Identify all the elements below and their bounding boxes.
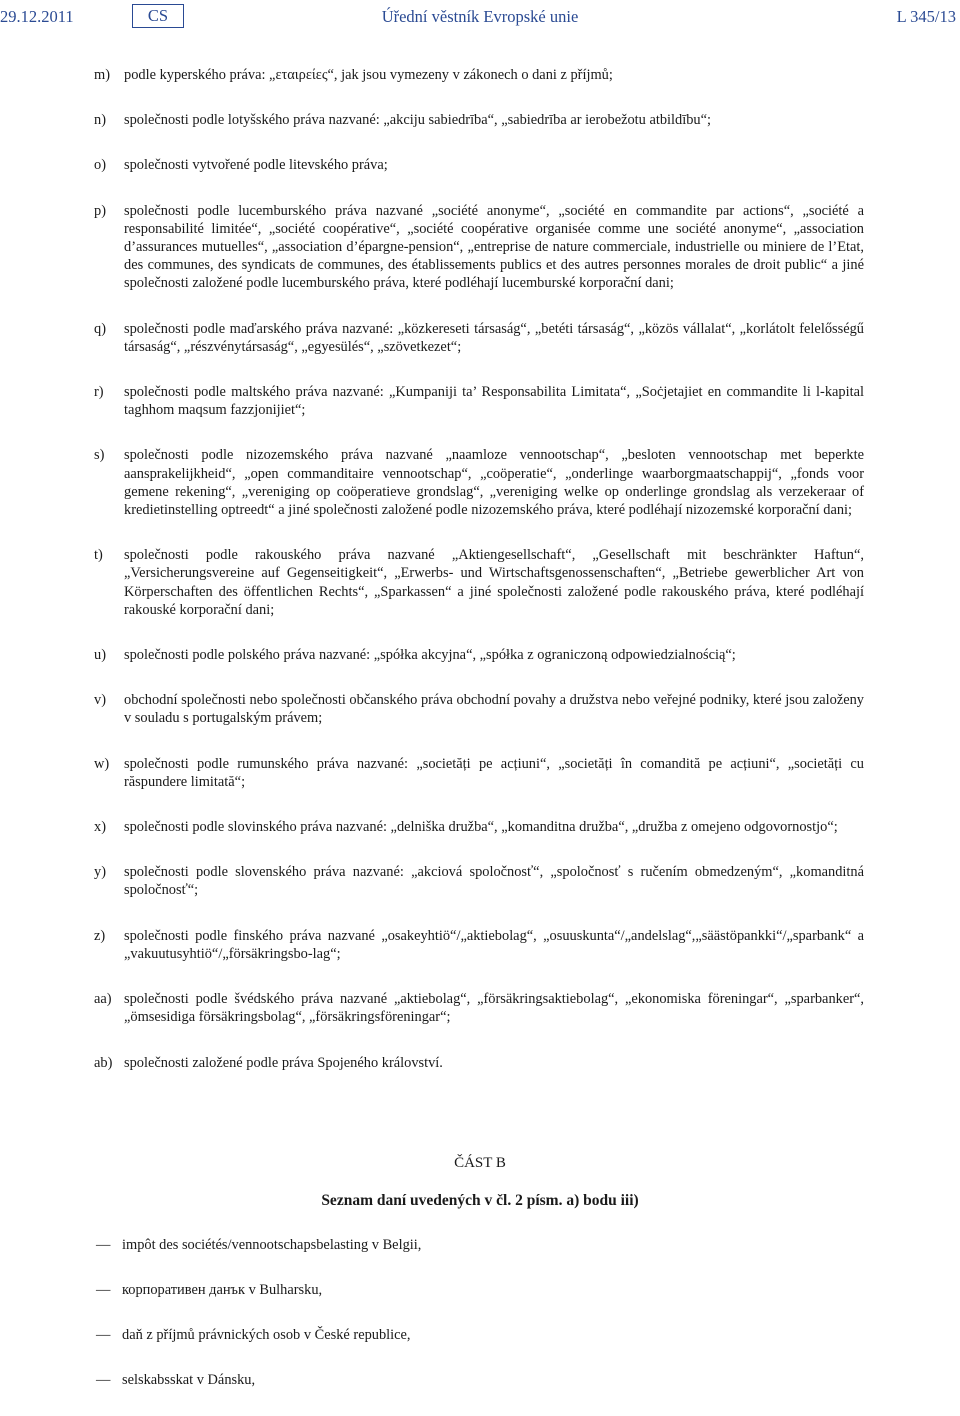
tax-item (96, 1236, 856, 1254)
list-item (94, 202, 864, 293)
item-label: s) (94, 447, 105, 464)
item-text: společnosti vytvořené podle litevského práva; (124, 157, 388, 174)
item-label: y) (94, 864, 106, 881)
part-subtitle: Seznam daní uvedených v čl. 2 písm. a) bodu iii) (321, 1192, 639, 1209)
dash-bullet: — (96, 1237, 111, 1253)
item-text: společnosti podle nizozemského práva nazvané „naamloze vennootschap“, „besloten vennootschap met beperkte aansprakelijkheid“, „open commanditaire vennootschap“, „coöperatie“, „onderlinge waarborgmaatschappij“, „fonds voor gemene rekening“, „vereniging op coöperatieve grondslag“, „vereniging welke op onderlinge grondslag als verzekeraar of kredietinstelling optreedt“ a jiné společnosti založené podle nizozemského práva, které podléhají nizozemské korporační dani; (124, 447, 864, 519)
item-text: společnosti podle švédského práva nazvané „aktiebolag“, „försäkringsaktiebolag“, „ekonomiska föreningar“, „sparbanker“, „ömsesidiga försäkringsbolag“, „försäkringsföreningar“; (124, 991, 864, 1026)
tax-item (96, 1281, 856, 1299)
tax-text: selskabsskat v Dánsku, (122, 1372, 256, 1388)
item-label: z) (94, 927, 106, 944)
company-list (94, 66, 864, 1099)
item-label: x) (94, 819, 106, 836)
item-text: společnosti podle maďarského práva nazvané: „közkereseti társaság“, „betéti társaság“, „közös vállalat“, „korlátolt felelősségű társaság“, „részvénytársaság“, „egyesülés“, „szövetkezet“; (124, 320, 864, 355)
language-badge: CS (132, 4, 184, 28)
list-item (94, 446, 864, 519)
journal-title: Úřední věstník Evropské unie (381, 7, 579, 26)
list-item (94, 156, 864, 174)
publication-date: 29.12.2011 (0, 7, 74, 26)
item-text: společnosti podle maltského práva nazvané: „Kumpaniji ta’ Responsabilita Limitata“, „Soċjetajiet en commandite li l-kapital taghhom maqsum fazzjonijiet“; (124, 384, 864, 419)
list-item (94, 646, 864, 664)
item-label: w) (94, 755, 110, 772)
list-item (94, 66, 864, 84)
list-item (94, 927, 864, 963)
item-text: podle kyperského práva: „εταιρείες“, jak jsou vymezeny v zákonech o dani z příjmů; (124, 67, 613, 83)
item-label: u) (94, 647, 106, 664)
item-text: společnosti podle lucemburského práva nazvané „société anonyme“, „société en commandite par actions“, „société a responsabilité limitée“, „société coopérative“, „société coopérative organisée comme une société anonyme“, „association d’assurances mutuelles“, „association d’épargne-pension“, „entreprise de nature commerciale, industrielle ou miniere de l’Etat, des communes, des syndicats de communes, des établissements publics et des autres personnes morales de droit public“ a jiné společnosti založené podle lucemburského práva, které podléhají lucemburské korporační dani; (124, 202, 864, 292)
tax-list (96, 1236, 856, 1416)
item-text: společnosti podle rumunského práva nazvané: „societăți pe acțiuni“, „societăți în comandită pe acțiuni“, „societăți cu răspundere limitată“; (124, 755, 864, 790)
item-label: p) (94, 202, 106, 219)
dash-bullet: — (96, 1282, 111, 1298)
list-item (94, 320, 864, 356)
item-label: q) (94, 320, 106, 337)
item-text: společnosti podle finského práva nazvané „osakeyhtiö“/„aktiebolag“, „osuuskunta“/„andelslag“,„säästöpankki“/„sparbank“ a „vakuutusyhtiö“/„försäkringsbo-lag“; (124, 927, 864, 962)
item-text: společnosti podle polského práva nazvané: „spółka akcyjna“, „spółka z ograniczoną odpowiedzialnością“; (124, 647, 736, 664)
item-label: n) (94, 112, 106, 129)
list-item (94, 1054, 864, 1072)
tax-text: impôt des sociétés/vennootschapsbelasting v Belgii, (122, 1237, 422, 1253)
page-reference: L 345/13 (896, 7, 956, 26)
item-text: společnosti podle lotyšského práva nazvané: „akciju sabiedrība“, „sabiedrība ar ierobežotu atbildību“; (124, 112, 712, 129)
tax-item (96, 1371, 856, 1389)
dash-bullet: — (96, 1327, 111, 1343)
list-item (94, 546, 864, 619)
item-label: o) (94, 157, 106, 174)
list-item (94, 383, 864, 419)
item-label: aa) (94, 991, 112, 1008)
list-item (94, 818, 864, 836)
list-item (94, 755, 864, 791)
item-label: r) (94, 384, 104, 401)
item-text: společnosti podle slovinského práva nazvané: „delniška družba“, „komanditna družba“, „družba z omejeno odgovornostjo“; (124, 819, 838, 836)
list-item (94, 863, 864, 899)
list-item (94, 111, 864, 129)
item-text: společnosti podle slovenského práva nazvané: „akciová spoločnosť“, „spoločnosť s ručením obmedzeným“, „komanditná spoločnosť“; (124, 864, 864, 899)
tax-text: daň z příjmů právnických osob v České republice, (122, 1327, 411, 1343)
item-label: t) (94, 547, 103, 564)
list-item (94, 691, 864, 727)
item-text: společnosti založené podle práva Spojeného království. (124, 1054, 443, 1071)
page-header (0, 4, 960, 32)
tax-item (96, 1326, 856, 1344)
dash-bullet: — (96, 1372, 111, 1388)
part-title: ČÁST B (454, 1155, 506, 1171)
item-label: ab) (94, 1054, 113, 1071)
item-label: m) (94, 67, 110, 83)
item-text: společnosti podle rakouského práva nazvané „Aktiengesellschaft“, „Gesellschaft mit beschränkter Haftun“, „Versicherungsvereine auf Gegenseitigkeit“, „Erwerbs- und Wirtschaftsgenossenschaften“, „Betriebe gewerblicher Art von Körperschaften des öffentlichen Rechts“, „Sparkassen“ a jiné společnosti založené podle rakouského práva, které podléhají rakouské korporační dani; (124, 547, 864, 618)
item-label: v) (94, 692, 106, 709)
tax-text: корпоративен данък v Bulharsku, (122, 1282, 323, 1298)
list-item (94, 990, 864, 1026)
item-text: obchodní společnosti nebo společnosti občanského práva obchodní povahy a družstva nebo veřejné podniky, které jsou založeny v souladu s portugalským právem; (124, 692, 864, 727)
